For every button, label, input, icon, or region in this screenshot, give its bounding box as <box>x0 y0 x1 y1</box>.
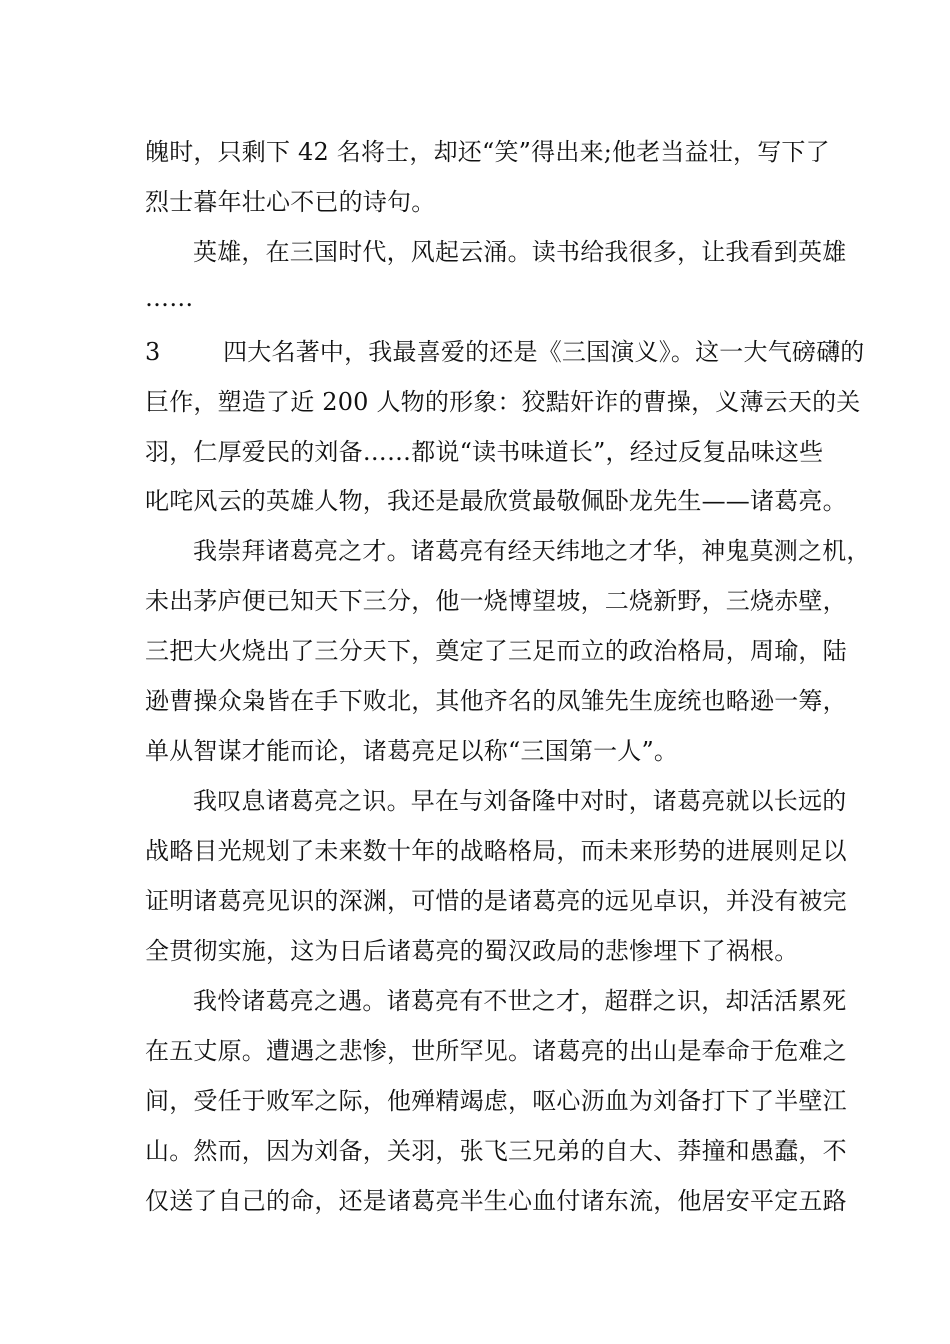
text-line: 羽，仁厚爱民的刘备……都说“读书味道长”，经过反复品味这些 <box>145 438 824 466</box>
text-line: 我崇拜诸葛亮之才。诸葛亮有经天纬地之才华，神鬼莫测之机， <box>193 537 871 565</box>
text-line: 3 四大名著中，我最喜爱的还是《三国演义》。这一大气磅礴的 <box>145 338 865 366</box>
text-line: 单从智谋才能而论，诸葛亮足以称“三国第一人”。 <box>145 737 679 765</box>
text-line: 逊曹操众枭皆在手下败北，其他齐名的凤雏先生庞统也略逊一筹， <box>145 687 847 715</box>
text-line: 三把大火烧出了三分天下，奠定了三足而立的政治格局，周瑜，陆 <box>145 637 847 665</box>
text-line: 全贯彻实施，这为日后诸葛亮的蜀汉政局的悲惨埋下了祸根。 <box>145 937 799 965</box>
text-line: 我怜诸葛亮之遇。诸葛亮有不世之才，超群之识，却活活累死 <box>193 987 847 1015</box>
text-line: 巨作，塑造了近 200 人物的形象：狡黠奸诈的曹操，义薄云天的关 <box>145 388 861 416</box>
text-line: 叱咤风云的英雄人物，我还是最欣赏最敬佩卧龙先生——诸葛亮。 <box>145 487 847 515</box>
ellipsis-line: …… <box>145 284 194 312</box>
text-line: 在五丈原。遭遇之悲惨，世所罕见。诸葛亮的出山是奉命于危难之 <box>145 1037 847 1065</box>
text-line: 魄时，只剩下 42 名将士，却还“笑”得出来;他老当益壮，写下了 <box>145 138 830 166</box>
text-line: 仅送了自己的命，还是诸葛亮半生心血付诸东流，他居安平定五路 <box>145 1187 847 1215</box>
text-line: 烈士暮年壮心不已的诗句。 <box>145 188 436 216</box>
text-line: 英雄，在三国时代，风起云涌。读书给我很多，让我看到英雄 <box>193 238 847 266</box>
text-line: 战略目光规划了未来数十年的战略格局，而未来形势的进展则足以 <box>145 837 847 865</box>
text-line: 未出茅庐便已知天下三分，他一烧博望坡，二烧新野，三烧赤壁， <box>145 587 847 615</box>
text-line: 证明诸葛亮见识的深渊，可惜的是诸葛亮的远见卓识，并没有被完 <box>145 887 847 915</box>
text-line: 间，受任于败军之际，他殚精竭虑，呕心沥血为刘备打下了半壁江 <box>145 1087 847 1115</box>
text-line: 我叹息诸葛亮之识。早在与刘备隆中对时，诸葛亮就以长远的 <box>193 787 847 815</box>
text-line: 山。然而，因为刘备，关羽，张飞三兄弟的自大、莽撞和愚蠢，不 <box>145 1137 847 1165</box>
